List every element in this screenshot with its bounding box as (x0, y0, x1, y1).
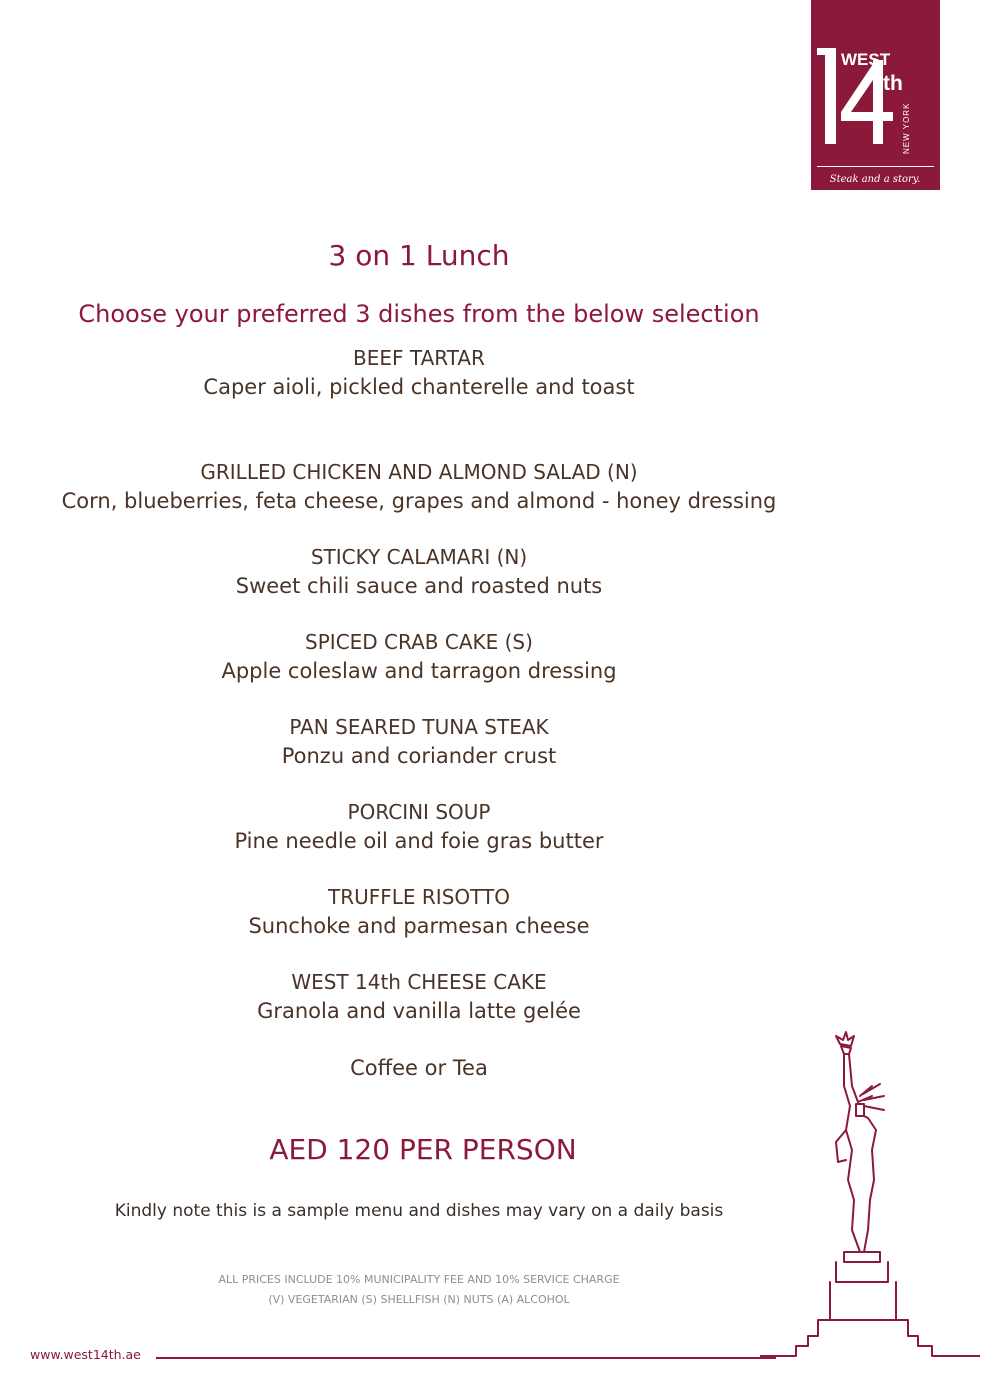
dish-description: Ponzu and coriander crust (281, 744, 557, 768)
dish-item (0, 883, 838, 941)
dish-name: BEEF TARTAR (353, 346, 485, 370)
dish-description: Sweet chili sauce and roasted nuts (235, 574, 603, 598)
sample-note: Kindly note this is a sample menu and dishes may vary on a daily basis (114, 1201, 724, 1221)
dish-name: STICKY CALAMARI (N) (310, 545, 528, 569)
dish-description: Sunchoke and parmesan cheese (248, 914, 590, 938)
logo-city: NEW YORK (902, 102, 911, 154)
logo-word: WEST (841, 50, 891, 69)
logo-suffix: th (883, 72, 903, 95)
logo-mark (811, 0, 940, 190)
fine-print-legend: (V) VEGETARIAN (S) SHELLFISH (N) NUTS (A) ALCOHOL (268, 1293, 570, 1306)
dish-description: Corn, blueberries, feta cheese, grapes and almond - honey dressing (61, 489, 777, 513)
dish-item (0, 344, 838, 402)
website-link[interactable]: www.west14th.ae (30, 1347, 141, 1362)
dish-name: GRILLED CHICKEN AND ALMOND SALAD (N) (200, 460, 638, 484)
dish-name: SPICED CRAB CAKE (S) (305, 630, 533, 654)
dish-item (0, 968, 838, 1026)
fine-print-charges: ALL PRICES INCLUDE 10% MUNICIPALITY FEE AND 10% SERVICE CHARGE (218, 1273, 620, 1286)
dish-name: TRUFFLE RISOTTO (328, 885, 510, 909)
dish-description: Apple coleslaw and tarragon dressing (221, 659, 617, 683)
dish-item (0, 458, 838, 516)
dish-description: Caper aioli, pickled chanterelle and toast (203, 375, 635, 399)
menu-title: 3 on 1 Lunch (328, 239, 510, 272)
statue-of-liberty-icon (760, 1030, 980, 1370)
menu-subtitle: Choose your preferred 3 dishes from the below selection (78, 300, 760, 328)
dish-name: PORCINI SOUP (347, 800, 491, 824)
beverage-text: Coffee or Tea (350, 1056, 488, 1080)
dish-item (0, 628, 838, 686)
dish-item (0, 543, 838, 601)
logo-tagline: Steak and a story. (829, 174, 921, 185)
footer-divider (156, 1357, 776, 1359)
price: AED 120 PER PERSON (269, 1133, 577, 1166)
dish-description: Pine needle oil and foie gras butter (234, 829, 604, 853)
dish-name: PAN SEARED TUNA STEAK (289, 715, 549, 739)
beverage-item (0, 1053, 838, 1083)
dish-item (0, 798, 838, 856)
dish-description: Granola and vanilla latte gelée (257, 999, 581, 1023)
dish-name: WEST 14th CHEESE CAKE (291, 970, 547, 994)
dish-item (0, 713, 838, 771)
brand-logo (811, 0, 940, 190)
